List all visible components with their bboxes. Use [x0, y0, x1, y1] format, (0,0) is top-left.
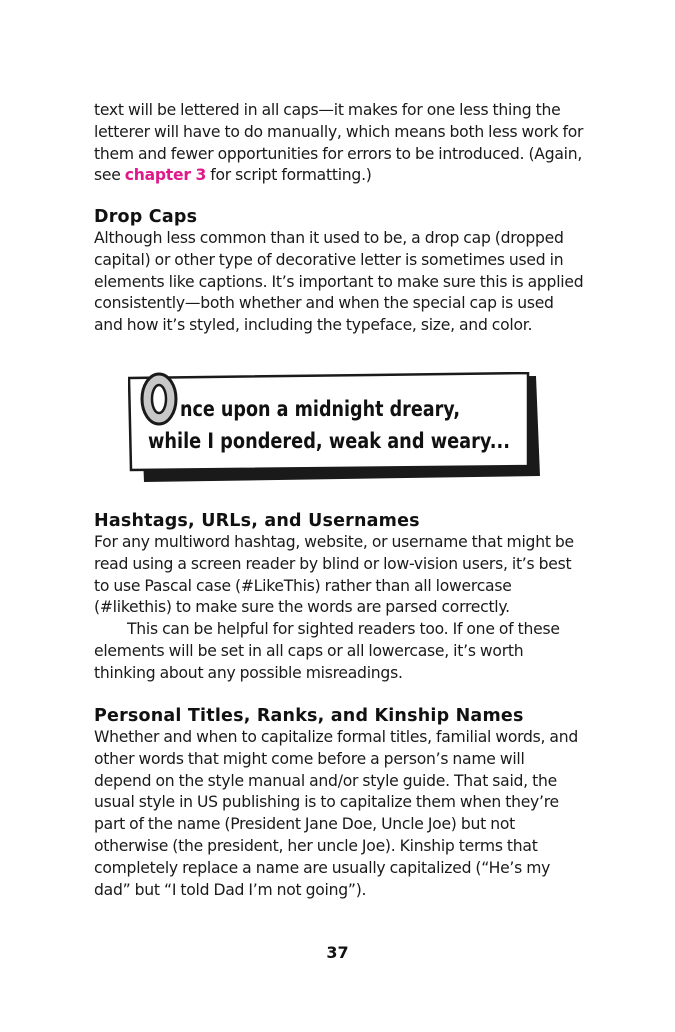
- chapter-3-link[interactable]: chapter 3: [124, 166, 207, 185]
- page-number: 37: [326, 943, 349, 962]
- continuation-text-start: text will be lettered in all caps—it makes for one less thing the letterer will have to do manually, which means both less work for them and fewer opportunities for errors to be introduced. (Again, see: [94, 101, 584, 185]
- drop-cap-counter: [152, 385, 166, 413]
- caption-line-1: nce upon a midnight dreary,: [180, 397, 460, 421]
- hashtags-paragraph-2: This can be helpful for sighted readers too. If one of these elements will be set in all caps or all lowercase, it’s worth thinking about any possible misreadings.: [94, 620, 560, 682]
- drop-cap-caption-illustration: [128, 372, 544, 484]
- caption-line-2: while I pondered, weak and weary...: [148, 429, 510, 453]
- personal-titles-paragraph: Whether and when to capitalize formal titles, familial words, and other words that might come before a person’s name will depend on the style manual and/or style guide. That said, the usual style in US publishing is to capitalize them when they’re part of the name (President Jane Doe, Uncle Joe) but not otherwise (the president, her uncle Joe). Kinship terms that completely replace a name are usually capitalized (“He’s my dad” but “I told Dad I’m not going”).: [94, 728, 579, 899]
- section-hashtags: [94, 510, 584, 685]
- continuation-text-end: for script formatting.): [206, 166, 372, 185]
- caption-box: [129, 373, 528, 470]
- page-content: [94, 100, 584, 899]
- section-drop-caps: [94, 206, 584, 337]
- drop-caps-paragraph: Although less common than it used to be, a drop cap (dropped capital) or other type of decorative letter is sometimes used in elements like captions. It’s important to make sure this is applied consistently—both whether and when the special cap is used and how it’s styled, including the typeface, size, and color.: [94, 229, 584, 335]
- heading-personal-titles: Personal Titles, Ranks, and Kinship Names: [94, 706, 524, 726]
- heading-drop-caps: Drop Caps: [94, 207, 198, 227]
- hashtags-paragraph-1: For any multiword hashtag, website, or username that might be read using a screen reader by blind or low-vision users, it’s best to use Pascal case (#LikeThis) rather than all lowercase (#likethis) to make sure the words are parsed correctly.: [94, 533, 574, 617]
- heading-hashtags: Hashtags, URLs, and Usernames: [94, 511, 420, 531]
- continuation-paragraph: [94, 100, 584, 187]
- section-personal-titles: [94, 705, 584, 901]
